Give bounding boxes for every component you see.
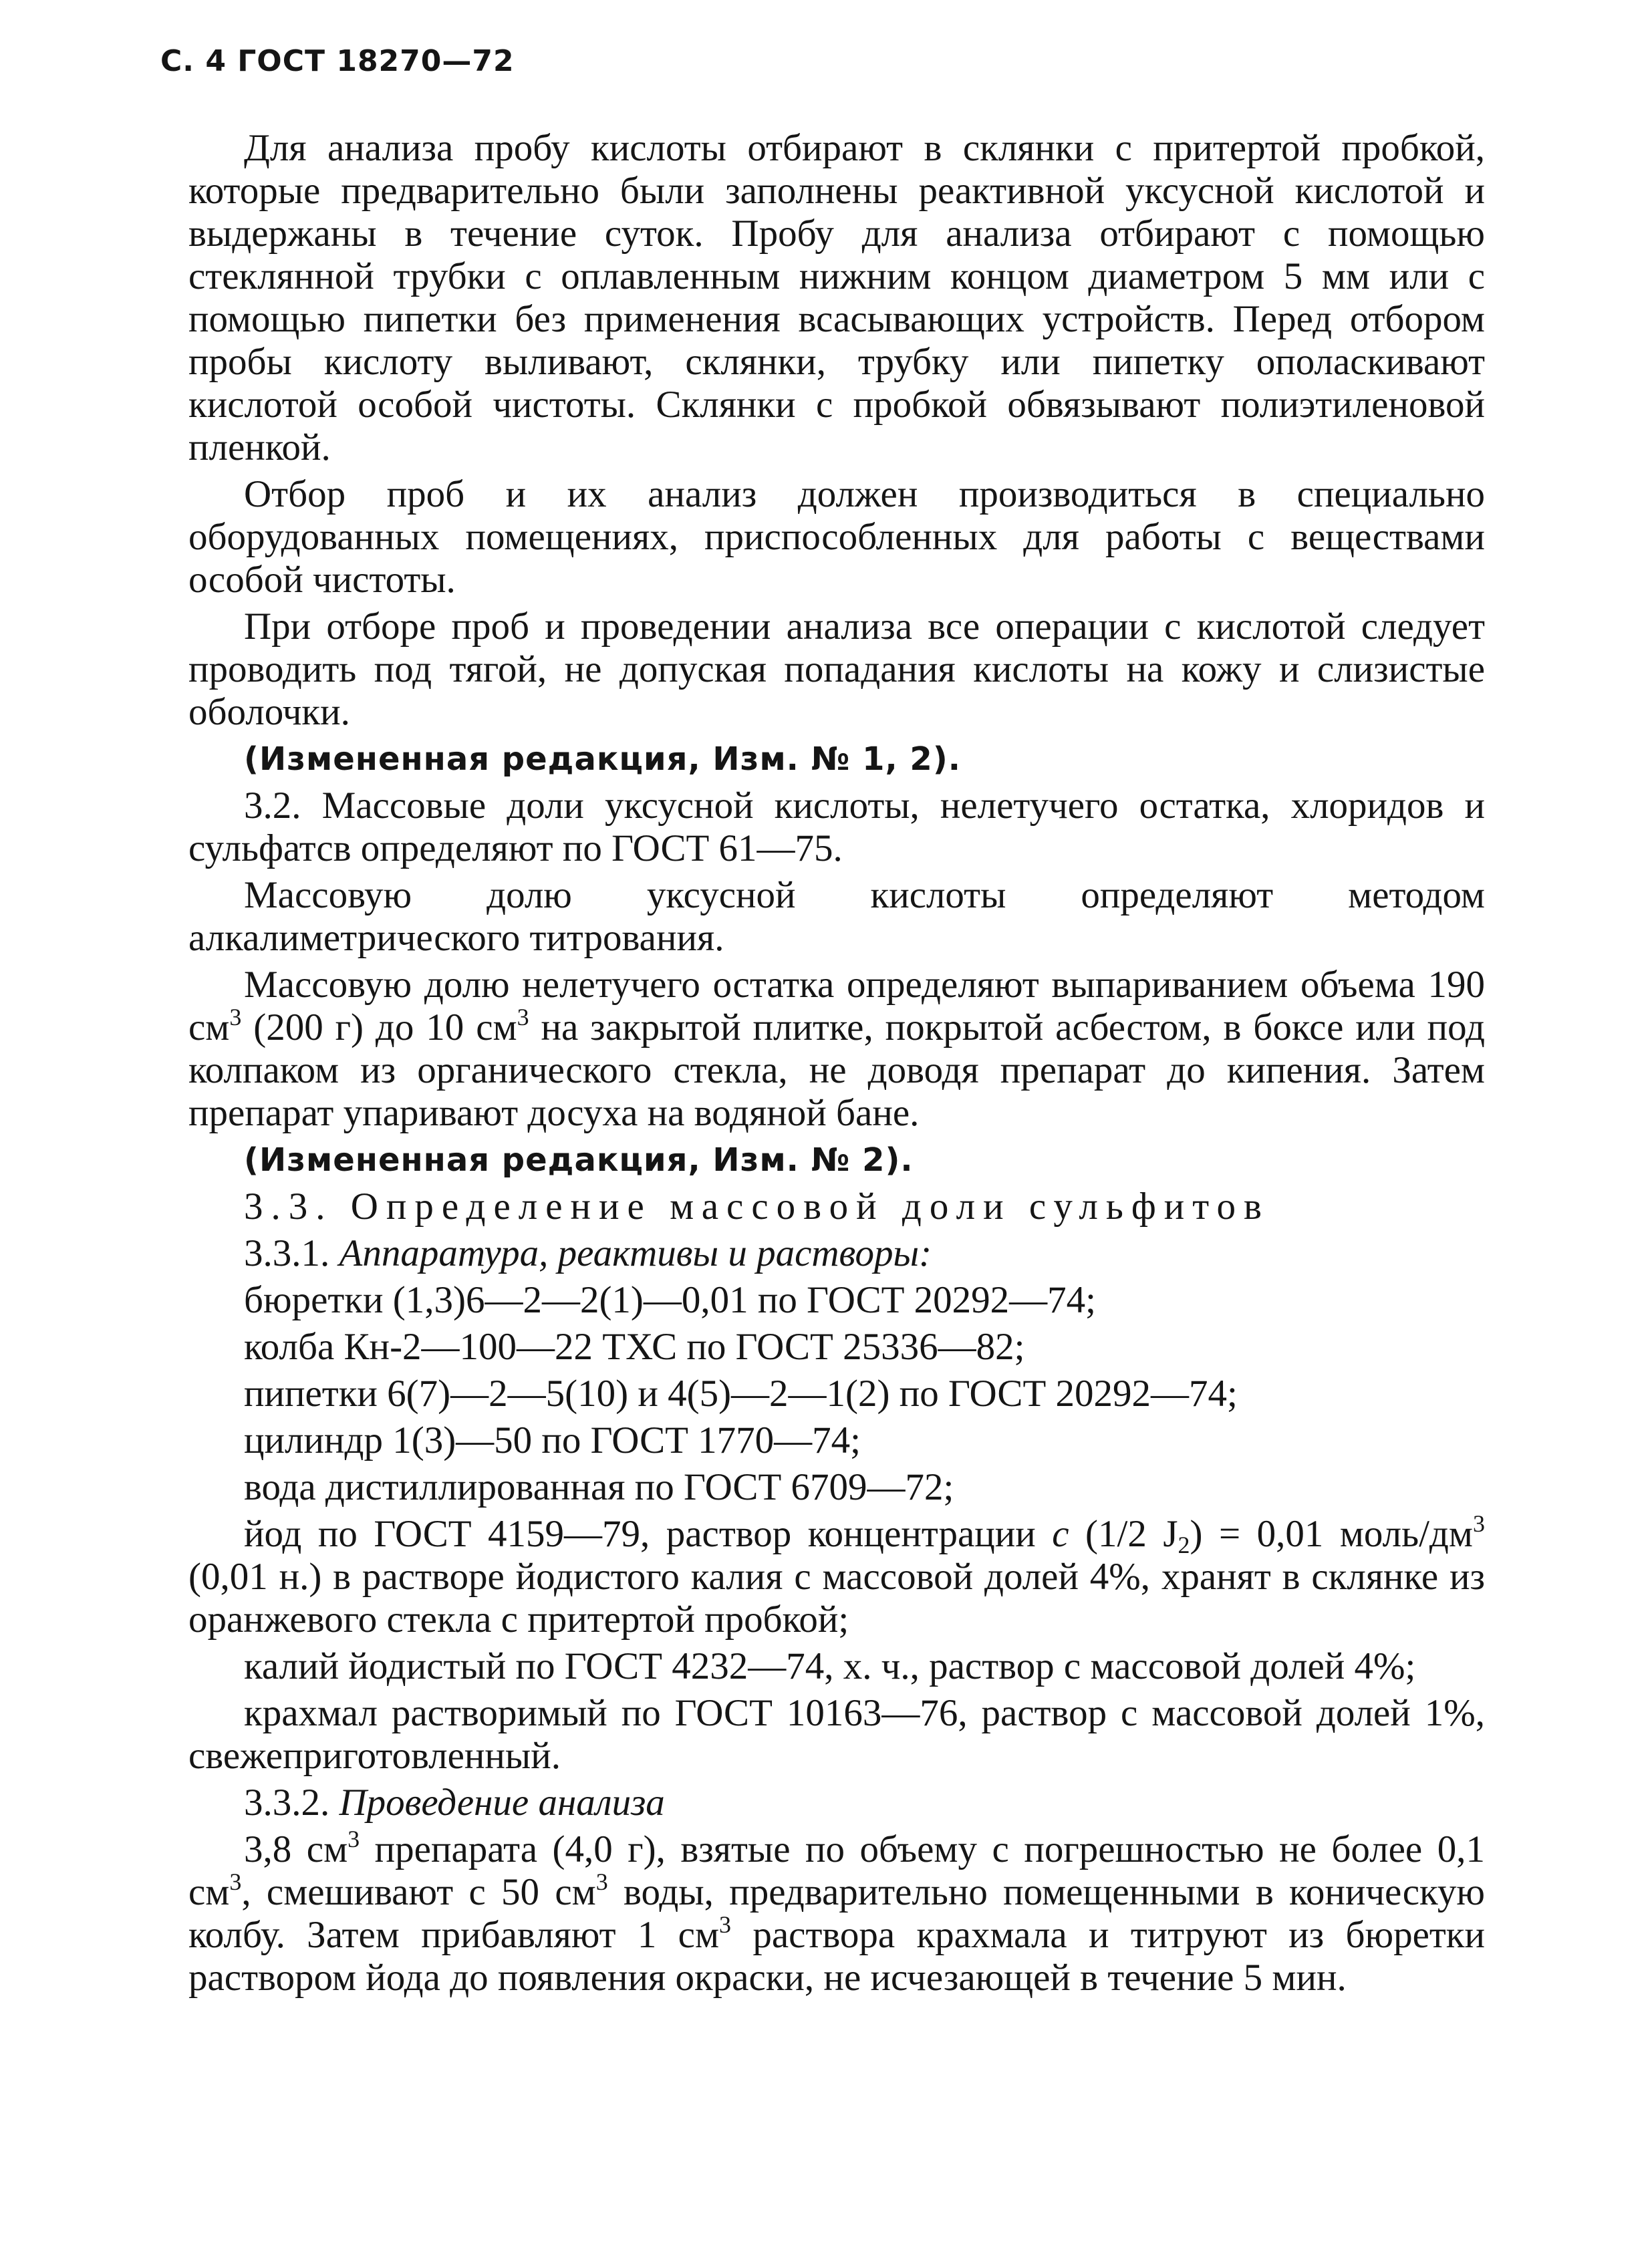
page-header: С. 4 ГОСТ 18270—72 — [160, 44, 515, 78]
analysis-procedure-paragraph: 3,8 $см^3$ препарата (4,0 г), взятые по объему с погрешностью не более 0,1 $см^3$, смешивают с 50 $см^3$ воды, предварительно помещенными в коническую колбу. Затем прибавляют 1 $см^3$ раствора крахмала и титруют из бюретки раствором йода до появления окраски, не исчезающей в течение 5 мин. — [188, 1826, 1485, 1999]
list-item-pipettes: пипетки 6(7)—2—5(10) и 4(5)—2—1(2) по ГОСТ 20292—74; — [244, 1373, 1238, 1415]
list-item-burettes: бюретки (1,3)6—2—2(1)—0,01 по ГОСТ 20292—74; — [244, 1279, 1096, 1321]
residue-method-paragraph: Массовую долю нелетучего остатка определяют выпариванием объема 190 $см^3$ (200 г) до 10 $см^3$ на закрытой плитке, покрытой асбестом, в боксе или под колпаком из органического стекла, не доводя препарат до кипения. Затем препарат упаривают досуха на водяной бане. — [188, 964, 1485, 1134]
safety-paragraph: При отборе проб и проведении анализа все операции с кислотой следует проводить под тягой, не допуская попадания кислоты на кожу и слизистые оболочки. — [188, 605, 1485, 733]
sampling-paragraph: Для анализа пробу кислоты отбирают в склянки с притертой пробкой, которые предварительно были заполнены реактивной уксусной кислотой и выдержаны в течение суток. Пробу для анализа отбирают с помощью стеклянной трубки с оплавленным нижним концом диаметром 5 мм или с помощью пипетки без применения всасывающих устройств. Перед отбором пробы кислоту выливают, склянки, трубку или пипетку ополаскивают кислотой особой чистоты. Склянки с пробкой обвязывают полиэтиленовой пленкой. — [188, 127, 1485, 468]
list-item-potassium-iodide: калий йодистый по ГОСТ 4232—74, х. ч., раствор с массовой долей 4%; — [244, 1645, 1416, 1687]
section-3-3-2-heading: 3.3.2. Проведение анализа — [244, 1782, 665, 1824]
section-3-3-heading: 3.3. Определение массовой доли сульфитов — [244, 1185, 1270, 1228]
sampling-room-paragraph: Отбор проб и их анализ должен производиться в специально оборудованных помещениях, приспособленных для работы с веществами особой чистоты. — [188, 473, 1485, 601]
amendment-note-2: (Измененная редакция, Изм. № 2). — [244, 1141, 914, 1179]
section-3-2: 3.2. Массовые доли уксусной кислоты, нелетучего остатка, хлоридов и сульфатсв определяют по ГОСТ 61—75. — [188, 785, 1485, 869]
amendment-note-1: (Измененная редакция, Изм. № 1, 2). — [244, 740, 961, 778]
list-item-water: вода дистиллированная по ГОСТ 6709—72; — [244, 1466, 954, 1508]
list-item-flask: колба Кн-2—100—22 ТХС по ГОСТ 25336—82; — [244, 1326, 1025, 1368]
document-body — [188, 127, 1485, 1999]
section-3-3-1-heading: 3.3.1. Аппаратура, реактивы и растворы: — [244, 1232, 932, 1274]
list-item-iodine: йод по ГОСТ 4159—79, раствор концентрации c (1/2 $J_2) = 0,01$ моль/$дм^3$ (0,01 н.) в растворе йодистого калия с массовой долей 4%, хранят в склянке из оранжевого стекла с притертой пробкой; — [188, 1510, 1486, 1641]
list-item-cylinder: цилиндр 1(3)—50 по ГОСТ 1770—74; — [244, 1419, 861, 1461]
list-item-starch: крахмал растворимый по ГОСТ 10163—76, раствор с массовой долей 1%, свежеприготовленный. — [188, 1692, 1485, 1777]
acetic-acid-method-paragraph: Массовую долю уксусной кислоты определяют методом алкалиметрического титрования. — [188, 874, 1485, 959]
